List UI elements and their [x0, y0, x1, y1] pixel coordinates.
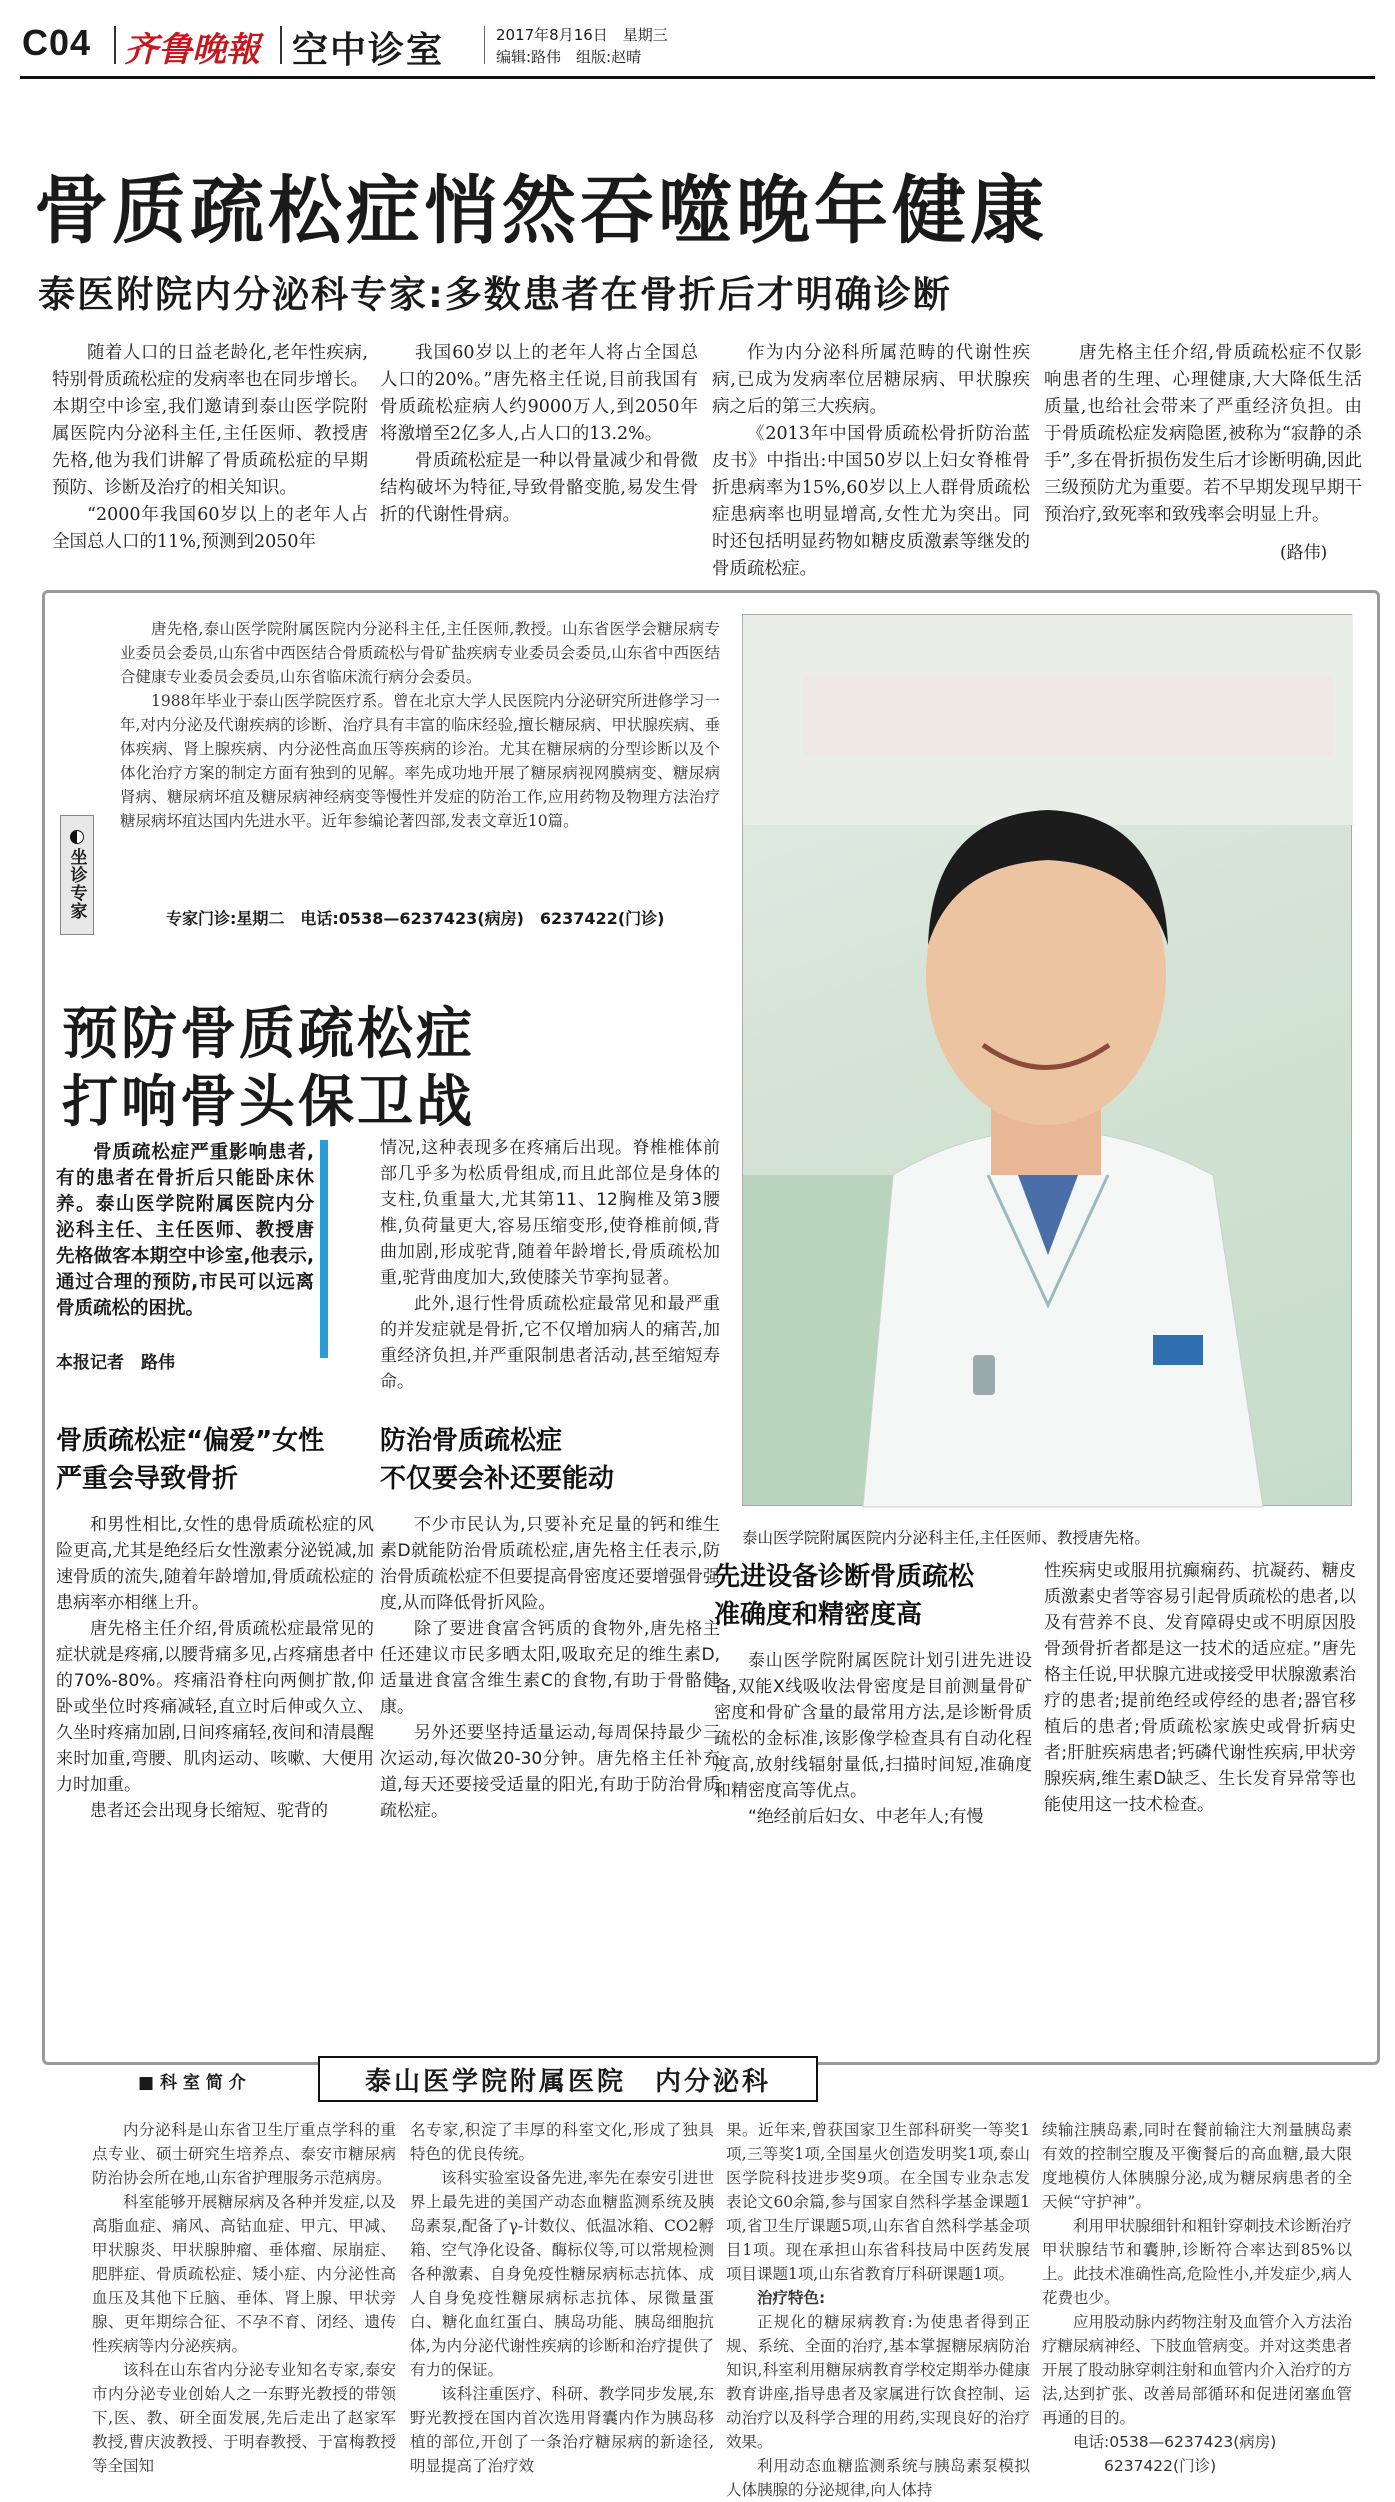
dept-col-4 [1042, 2118, 1352, 2478]
divider [484, 26, 485, 64]
title-line: 严重会导致骨折 [56, 1464, 239, 1494]
feature-title-2: 打响骨头保卫战 [62, 1070, 475, 1135]
phone-ward: 电话:0538—6237423(病房) [1073, 2433, 1277, 2451]
paragraph: 作为内分泌科所属范畴的代谢性疾病,已成为发病率位居糖尿病、甲状腺疾病之后的第三大疾病。 [712, 343, 1030, 417]
paragraph: 唐先格主任介绍,骨质疏松症不仅影响患者的生理、心理健康,大大降低生活质量,也给社会带来了严重经济负担。由于骨质疏松症发病隐匿,被称为“寂静的杀手”,多在骨折损伤发生后才诊断明确,因此三级预防尤为重要。若不早期发现早期干预治疗,致死率和致残率会明显上升。 [1044, 343, 1362, 525]
feature-mid-text [380, 1135, 720, 1395]
doctor-photo [742, 614, 1352, 1506]
paragraph: 唐先格,泰山医学院附属医院内分泌科主任,主任医师,教授。山东省医学会糖尿病专业委员会委员,山东省中西医结合骨质疏松与骨矿盐疾病专业委员会委员,山东省中西医结合健康专业委员会委员,山东省临床流行病分会委员。 [120, 620, 720, 686]
paragraph: 续输注胰岛素,同时在餐前输注大剂量胰岛素有效的控制空腹及平衡餐后的高血糖,最大限度地模仿人体胰腺分泌,成为糖尿病患者的全天候“守护神”。 [1042, 2121, 1352, 2211]
section-3-text [714, 1648, 1032, 1830]
paragraph: 和男性相比,女性的患骨质疏松症的风险更高,尤其是绝经后女性激素分泌锐减,加速骨质的流失,随着年龄增加,骨质疏松症的患病率亦相继上升。 [56, 1515, 374, 1613]
paragraph: 内分泌科是山东省卫生厅重点学科的重点专业、硕士研究生培养点、泰安市糖尿病防治协会所在地,山东省护理服务示范病房。 [92, 2121, 396, 2187]
date-line: 2017年8月16日 星期三 [496, 26, 668, 44]
reporter: 本报记者 路伟 [56, 1353, 175, 1373]
paragraph: 骨质疏松症是一种以骨量减少和骨微结构破坏为特征,导致骨骼变脆,易发生骨折的代谢性骨病。 [380, 451, 698, 525]
feature-lead: 骨质疏松症严重影响患者,有的患者在骨折后只能卧床休养。泰山医学院附属医院内分泌科主任、主任医师、教授唐先格做客本期空中诊室,他表示,通过合理的预防,市民可以远离骨质疏松的困扰。 [56, 1142, 314, 1319]
page-header [22, 14, 1374, 78]
intro-col-4 [1044, 340, 1362, 529]
title-line: 不仅要会补还要能动 [380, 1464, 615, 1494]
paragraph: 不少市民认为,只要补充足量的钙和维生素D就能防治骨质疏松症,唐先格主任表示,防治骨质疏松症不但要提高骨密度还要增强骨强度,从而降低骨折风险。 [380, 1515, 720, 1613]
paragraph: 随着人口的日益老龄化,老年性疾病,特别骨质疏松症的发病率也在同步增长。本期空中诊室,我们邀请到泰山医学院附属医院内分泌科主任,主任医师、教授唐先格,他为我们讲解了骨质疏松症的早期预防、诊断及治疗的相关知识。 [52, 343, 368, 498]
editor-line: 编辑:路伟 组版:赵晴 [496, 48, 642, 66]
column-name: 空中诊室 [292, 30, 445, 71]
paragraph: 另外还要坚持适量运动,每周保持最少三次运动,每次做20-30分钟。唐先格主任补充道,每天还要接受适量的阳光,有助于防治骨质疏松症。 [380, 1723, 720, 1821]
section-3-title [714, 1558, 1034, 1634]
feature-title-1: 预防骨质疏松症 [62, 1002, 475, 1067]
section-2-title [380, 1422, 720, 1498]
badge-label: 坐诊专家 [66, 848, 87, 920]
paragraph: 唐先格主任介绍,骨质疏松症最常见的症状就是疼痛,以腰背痛多见,占疼痛患者中的70%-80%。疼痛沿脊柱向两侧扩散,仰卧或坐位时疼痛减轻,直立时后伸或久立、久坐时疼痛加剧,日间疼痛轻,夜间和清晨醒来时加重,弯腰、肌肉运动、咳嗽、大便用力时加重。 [56, 1619, 374, 1795]
clinic-line: 专家门诊:星期二 电话:0538—6237423(病房) 6237422(门诊) [166, 909, 665, 928]
divider [114, 26, 116, 64]
doctor-portrait-icon [743, 615, 1353, 1507]
header-rule [20, 76, 1375, 79]
paragraph: 《2013年中国骨质疏松骨折防治蓝皮书》中指出:中国50岁以上妇女脊椎骨折患病率为15%,60岁以上人群骨质疏松症患病率也明显增高,女性尤为突出。同时还包括明显药物如糖皮质激素等继发的骨质疏松症。 [712, 424, 1030, 579]
page-code: C04 [22, 22, 92, 63]
dept-title: 泰山医学院附属医院 内分泌科 [364, 2066, 771, 2097]
paragraph: 泰山医学院附属医院计划引进先进设备,双能X线吸收法骨密度是目前测量骨矿密度和骨矿含量的最常用方法,是诊断骨质疏松的金标准,该影像学检查具有自动化程度高,放射线辐射量低,扫描时间短,准确度和精密度高等优点。 [714, 1651, 1032, 1801]
section-2-text [380, 1512, 720, 1824]
section-1-title [56, 1422, 376, 1498]
paragraph: 情况,这种表现多在疼痛后出现。脊椎椎体前部几乎多为松质骨组成,而且此部位是身体的支柱,负重量大,尤其第11、12胸椎及第3腰椎,负荷量更大,容易压缩变形,使脊椎前倾,背曲加剧,形成驼背,随着年龄增长,骨质疏松加重,驼背曲度加大,致使膝关节挛拘显著。 [380, 1138, 720, 1288]
intro-col-1 [52, 340, 368, 556]
paragraph: 该科在山东省内分泌专业知名专家,泰安市内分泌专业创始人之一东野光教授的带领下,医、教、研全面发展,先后走出了赵家军教授,曹庆波教授、于明春教授、于富梅教授等全国知 [92, 2361, 396, 2475]
title-line: 先进设备诊断骨质疏松 [714, 1562, 975, 1592]
paragraph: 性疾病史或服用抗癫痫药、抗凝药、糖皮质激素史者等容易引起骨质疏松的患者,以及有营养不良、发育障碍史或不明原因股骨颈骨折者都是这一技术的适应症。”唐先格主任说,甲状腺亢进或接受甲状腺激素治疗的患者;提前绝经或停经的患者;器官移植后的患者;骨质疏松家族史或骨折病史者;肝脏疾病患者;钙磷代谢性疾病,甲状旁腺疾病,维生素D缺乏、生长发育异常等也能使用这一技术检查。 [1044, 1561, 1356, 1815]
paragraph: “绝经前后妇女、中老年人;有慢 [748, 1807, 984, 1827]
title-line: 准确度和精密度高 [714, 1600, 923, 1630]
paper-logo: 齐鲁晚報 [124, 30, 260, 70]
doctor-bio [120, 617, 720, 833]
paragraph: 我国60岁以上的老年人将占全国总人口的20%。”唐先格主任说,目前我国有骨质疏松症病人约9000万人,到2050年将激增至2亿多人,占人口的13.2%。 [380, 343, 698, 444]
intro-byline: (路伟) [1280, 543, 1328, 563]
half-circle-icon [70, 830, 84, 844]
paragraph: 名专家,积淀了丰厚的科室文化,形成了独具特色的优良传统。 [410, 2121, 714, 2163]
dept-col-1 [92, 2118, 396, 2478]
paragraph: 正规化的糖尿病教育:为使患者得到正规、系统、全面的治疗,基本掌握糖尿病防治知识,科室利用糖尿病教育学校定期举办健康教育讲座,指导患者及家属进行饮食控制、运动治疗以及科学合理的用药,实现良好的治疗效果。 [726, 2313, 1030, 2451]
divider [280, 26, 282, 64]
dept-col-2 [410, 2118, 714, 2478]
treatment-heading: 治疗特色: [757, 2289, 826, 2307]
right-column-text [1044, 1558, 1356, 1818]
paragraph: 除了要进食富含钙质的食物外,唐先格主任还建议市民多晒太阳,吸取充足的维生素D,适量进食富含维生素C的食物,有助于骨骼健康。 [380, 1619, 720, 1717]
phone-clinic: 6237422(门诊) [1104, 2457, 1217, 2475]
dept-col-3 [726, 2118, 1030, 2502]
lead-accent-bar [320, 1140, 328, 1358]
dept-title-box [318, 2056, 818, 2102]
paragraph: 此外,退行性骨质疏松症最常见和最严重的并发症就是骨折,它不仅增加病人的痛苦,加重经济负担,并严重限制患者活动,甚至缩短寿命。 [380, 1294, 720, 1392]
paragraph: 科室能够开展糖尿病及各种并发症,以及高脂血症、痛风、高钴血症、甲亢、甲减、甲状腺炎、甲状腺肿瘤、垂体瘤、尿崩症、肥胖症、骨质疏松症、矮小症、内分泌性高血压及其他下丘脑、垂体、肾上腺、甲状旁腺、更年期综合征、不孕不育、闭经、遗传性疾病等内分泌疾病。 [92, 2193, 396, 2355]
paragraph: 患者还会出现身长缩短、驼背的 [90, 1801, 328, 1821]
paragraph: “2000年我国60岁以上的老年人占全国总人口的11%,预测到2050年 [52, 505, 368, 552]
paragraph: 利用动态血糖监测系统与胰岛素泵模拟人体胰腺的分泌规律,向人体持 [726, 2457, 1030, 2499]
badge-expert [60, 815, 94, 935]
paragraph: 果。近年来,曾获国家卫生部科研奖一等奖1项,三等奖1项,全国星火创造发明奖1项,泰山医学院科技进步奖9项。在全国专业杂志发表论文60余篇,参与国家自然科学基金课题1项,省卫生厅课题5项,山东省自然科学基金项目1项。现在承担山东省科技局中医药发展项目课题1项,山东省教育厅科研课题1项。 [726, 2121, 1030, 2283]
photo-caption: 泰山医学院附属医院内分泌科主任,主任医师、教授唐先格。 [742, 1529, 1150, 1547]
paragraph: 该科注重医疗、科研、教学同步发展,东野光教授在国内首次选用肾囊内作为胰岛移植的部位,开创了一条治疗糖尿病的新途径,明显提高了治疗效 [410, 2385, 714, 2475]
subheadline: 泰医附院内分泌科专家:多数患者在骨折后才明确诊断 [38, 273, 952, 316]
paragraph: 利用甲状腺细针和粗针穿刺技术诊断治疗甲状腺结节和囊肿,诊断符合率达到85%以上。此技术准确性高,危险性小,并发症少,病人花费也少。 [1042, 2217, 1353, 2307]
section-1-text [56, 1512, 374, 1824]
intro-col-3 [712, 340, 1030, 583]
headline: 骨质疏松症悄然吞噬晚年健康 [34, 168, 1048, 254]
paragraph: 该科实验室设备先进,率先在泰安引进世界上最先进的美国产动态血糖监测系统及胰岛素泵,配备了γ-计数仪、低温冰箱、CO2孵箱、空气净化设备、酶标仪等,可以常规检测各种激素、自身免疫性糖尿病标志抗体、成人自身免疫性糖尿病标志抗体、尿微量蛋白、糖化血红蛋白、胰岛功能、胰岛细胞抗体,为内分泌代谢性疾病的诊断和治疗提供了有力的保证。 [410, 2169, 714, 2379]
dept-tag: ■ 科 室 简 介 [138, 2073, 246, 2093]
paragraph: 应用股动脉内药物注射及血管介入方法治疗糖尿病神经、下肢血管病变。并对这类患者开展了股动脉穿刺注射和血管内介入治疗的方法,达到扩张、改善局部循环和促进闭塞血管再通的目的。 [1042, 2313, 1353, 2427]
title-line: 骨质疏松症“偏爱”女性 [56, 1426, 325, 1456]
paragraph: 1988年毕业于泰山医学院医疗系。曾在北京大学人民医院内分泌研究所进修学习一年,对内分泌及代谢疾病的诊断、治疗具有丰富的临床经验,擅长糖尿病、甲状腺疾病、垂体疾病、肾上腺疾病、内分泌性高血压等疾病的诊治。尤其在糖尿病的分型诊断以及个体化治疗方案的制定方面有独到的见解。率先成功地开展了糖尿病视网膜病变、糖尿病肾病、糖尿病坏疽及糖尿病神经病变等慢性并发症的防治工作,应用药物及物理方法治疗糖尿病坏疽达国内先进水平。近年参编论著四部,发表文章近10篇。 [120, 692, 720, 830]
intro-col-2 [380, 340, 698, 529]
title-line: 防治骨质疏松症 [380, 1426, 563, 1456]
